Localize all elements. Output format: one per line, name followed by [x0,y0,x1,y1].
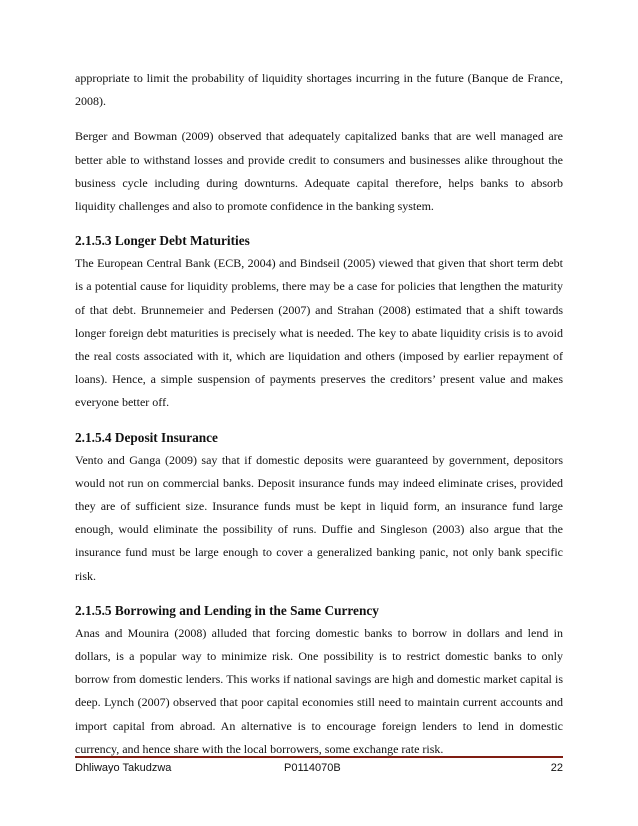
section-heading-longer-debt-maturities: 2.1.5.3 Longer Debt Maturities [75,233,250,249]
section-text-borrowing-lending: Anas and Mounira (2008) alluded that forcing domestic banks to borrow in dollars and lend in dollars, is a popular way to minimize risk. One possibility is to restrict domestic banks to only borrow from domestic lenders. This works if national savings are high and domestic market capital is deep. Lynch (2007) observed that poor capital economies still need to maintain current accounts and import capital from abroad. An alternative is to encourage foreign lenders to lend in domestic currency, and hence share with the local borrowers, some exchange rate risk. [75,625,563,756]
intro-paragraph-1: appropriate to limit the probability of liquidity shortages incurring in the future (Banque de France, 2008). [75,71,563,109]
section-heading-borrowing-lending: 2.1.5.5 Borrowing and Lending in the Same Currency [75,602,379,618]
footer-divider [75,756,563,758]
section-text-deposit-insurance: Vento and Ganga (2009) say that if domestic deposits were guaranteed by government, depositors would not run on commercial banks. Deposit insurance funds may indeed eliminate crises, provided they are of sufficient size. Insurance funds must be kept in liquid form, an insurance fund large enough, would eliminate the possibility of runs. Duffie and Singleson (2003) also argue that the insurance fund must be large enough to cover a generalized banking panic, not only bank specific risk. [75,452,563,583]
section-heading-deposit-insurance: 2.1.5.4 Deposit Insurance [75,429,218,445]
intro-paragraph-2: Berger and Bowman (2009) observed that adequately capitalized banks that are well managed are better able to withstand losses and provide credit to consumers and businesses alike throughout the business cycle including during downturns. Adequate capital therefore, helps banks to absorb liquidity challenges and also to promote confidence in the banking system. [75,129,563,214]
footer-author: Dhliwayo Takudzwa [75,762,172,774]
footer-student-id: P0114070B [284,762,341,774]
section-text-longer-debt-maturities: The European Central Bank (ECB, 2004) and Bindseil (2005) viewed that given that short term debt is a potential cause for liquidity problems, there may be a case for policies that lengthen the maturity of that debt. Brunnemeier and Pedersen (2007) and Strahan (2008) estimated that a shift towards longer foreign debt maturities is precisely what is needed. The key to abate liquidity crisis is to avoid the real costs associated with it, which are liquidation and others (imposed by earlier repayment of loans). Hence, a simple suspension of payments preserves the creditors’ present value and makes everyone better off. [75,256,563,410]
page-footer [75,762,563,778]
footer-page-number: 22 [550,762,563,774]
page-content [75,67,563,761]
